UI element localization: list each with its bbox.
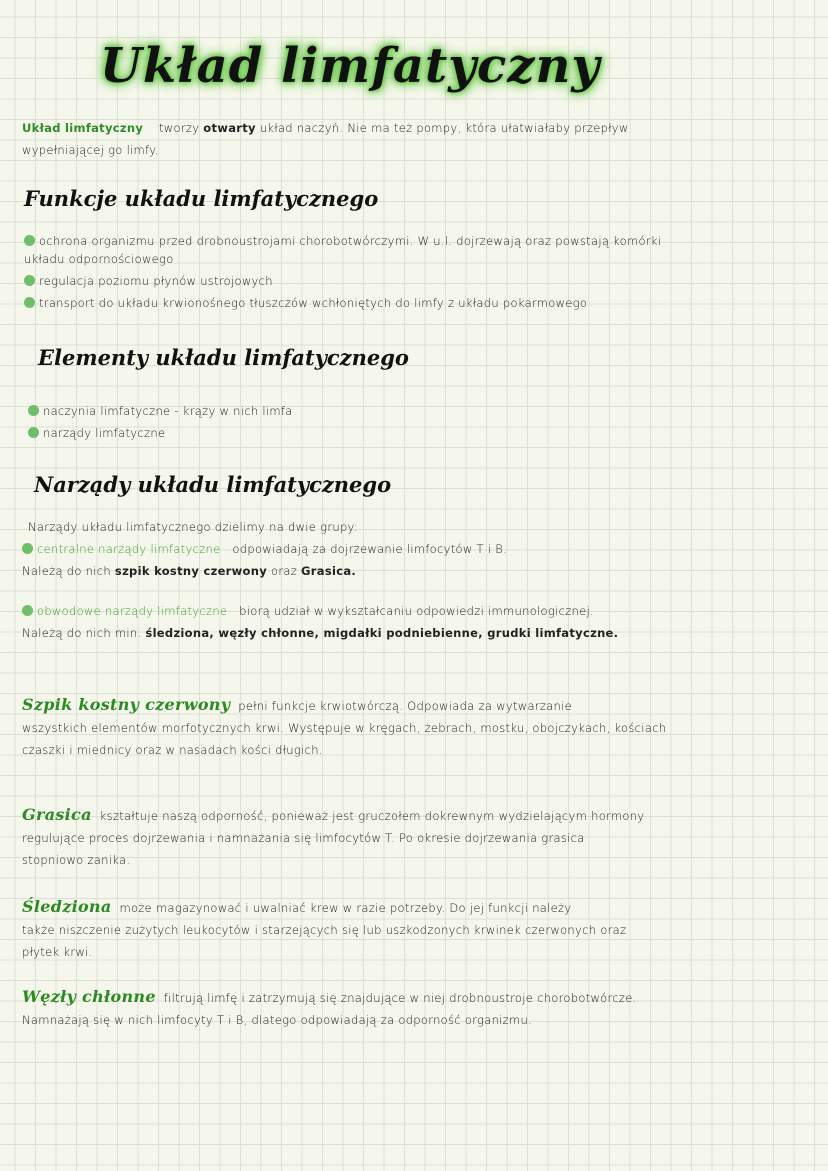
- thymus-term: Grasica: [22, 805, 92, 824]
- bullet-icon: [24, 297, 35, 308]
- thymus-paragraph: Grasica kształtuje naszą odporność, ponieważ jest gruczołem dokrewnym wydzielającym hormony regulujące proces dojrzewania i namnażania się limfocytów T. Po okresie dojrzewania grasica stopniowo zanika.: [22, 805, 645, 867]
- bullet-icon: [24, 235, 35, 246]
- lymph-nodes-term: Węzły chłonne: [22, 987, 156, 1006]
- spleen-paragraph: Śledziona może magazynować i uwalniać krew w razie potrzeby. Do jej funkcji należy także niszczenie zużytych leukocytów i starzejących się lub uszkodzonych krwinek czerwonych oraz płytek krwi.: [22, 897, 627, 959]
- organs-intro: Narządy układu limfatycznego dzielimy na dwie grupy:: [28, 520, 358, 534]
- functions-heading: Funkcje układu limfatycznego: [24, 186, 379, 211]
- bullet-icon: [22, 543, 33, 554]
- list-item: obwodowe narządy limfatyczne biorą udział w wykształcaniu odpowiedzi immunologicznej.: [22, 600, 822, 622]
- intro-term: Układ limfatyczny: [22, 121, 144, 135]
- elements-list: [28, 400, 293, 444]
- intro-bold: otwarty: [203, 121, 256, 135]
- page-title: Układ limfatyczny: [100, 38, 601, 94]
- organs-section: [22, 516, 822, 644]
- functions-list: [24, 230, 824, 314]
- marrow-paragraph: Szpik kostny czerwony pełni funkcje krwiotwórczą. Odpowiada za wytwarzanie wszystkich elementów morfotycznych krwi. Występuje w kręgach, żebrach, mostku, obojczykach, kościach czaszki i miednicy oraz w nasadach kości długich.: [22, 695, 667, 757]
- organs-central-line-2: Należą do nich szpik kostny czerwony oraz Grasica.: [22, 564, 357, 578]
- intro-text: tworzy: [159, 121, 200, 135]
- list-item: narządy limfatyczne: [28, 422, 293, 444]
- lymph-nodes-paragraph: Węzły chłonne filtrują limfę i zatrzymują się znajdujące w niej drobnoustroje chorobotwórcze. Namnażają się w nich limfocyty T i B, dlatego odpowiadają za odporność organizmu.: [22, 987, 637, 1027]
- list-item: centralne narządy limfatyczne odpowiadają za dojrzewanie limfocytów T i B.: [22, 538, 822, 560]
- intro-paragraph: [22, 117, 812, 161]
- intro-line-2: wypełniającej go limfy.: [22, 143, 159, 157]
- bullet-icon: [22, 605, 33, 616]
- bullet-icon: [28, 427, 39, 438]
- marrow-term: Szpik kostny czerwony: [22, 695, 231, 714]
- bullet-icon: [28, 405, 39, 416]
- spleen-term: Śledziona: [22, 897, 112, 916]
- elements-heading: Elementy układu limfatycznego: [38, 345, 409, 370]
- list-item: ochrona organizmu przed drobnoustrojami chorobotwórczymi. W u.l. dojrzewają oraz powstają komórki: [24, 230, 824, 252]
- list-item: naczynia limfatyczne - krąży w nich limfa: [28, 400, 293, 422]
- intro-text-2: układ naczyń. Nie ma też pompy, która ułatwiałaby przepływ: [259, 121, 629, 135]
- list-item: transport do układu krwionośnego tłuszczów wchłoniętych do limfy z układu pokarmowego: [24, 292, 824, 314]
- organs-heading: Narządy układu limfatycznego: [34, 472, 392, 497]
- list-item: regulacja poziomu płynów ustrojowych: [24, 270, 824, 292]
- list-item-continued: układu odpornościowego: [24, 252, 174, 266]
- organs-peripheral-line-2: Należą do nich min. śledziona, węzły chłonne, migdałki podniebienne, grudki limfatyczne.: [22, 626, 619, 640]
- bullet-icon: [24, 275, 35, 286]
